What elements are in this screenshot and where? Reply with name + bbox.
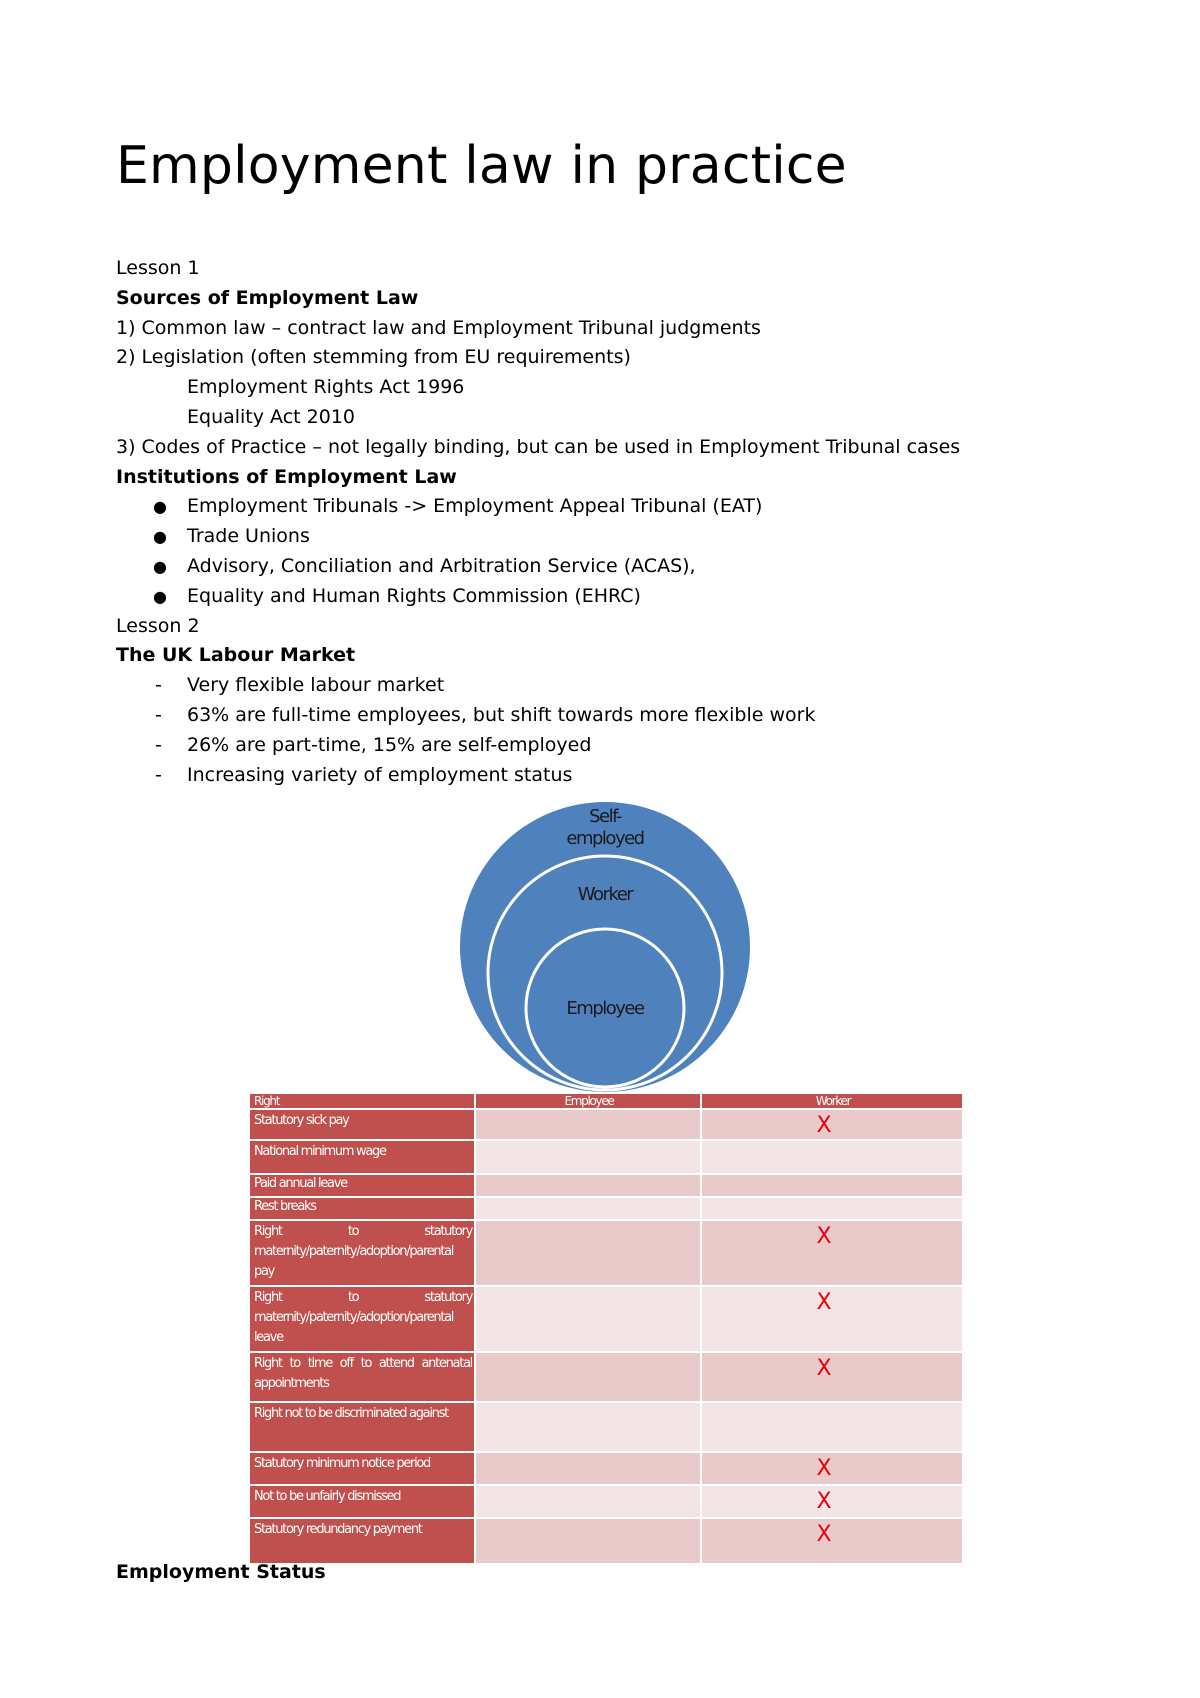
right-name-cell: National minimum wage (249, 1140, 475, 1174)
worker-cell (701, 1352, 963, 1402)
cross-mark-icon: X (816, 1113, 832, 1138)
right-name-cell: Rest breaks (249, 1197, 475, 1220)
dash-icon: - (155, 674, 162, 697)
right-name-cell: Not to be unfairly dismissed (249, 1485, 475, 1518)
table-header-row (249, 1093, 963, 1109)
table-row (249, 1518, 963, 1564)
market-list-item (116, 701, 1116, 731)
right-name-cell: Statutory minimum notice period (249, 1452, 475, 1485)
lesson-1-label: Lesson 1 (116, 257, 200, 279)
worker-cell (701, 1220, 963, 1286)
institution-text: Trade Unions (187, 525, 310, 548)
worker-label: Worker (577, 884, 633, 905)
table-row (249, 1452, 963, 1485)
worker-cell (701, 1452, 963, 1485)
employee-cell (475, 1220, 701, 1286)
right-name-cell: Statutory redundancy payment (249, 1518, 475, 1564)
source-item: 2) Legislation (often stemming from EU requirements) (116, 346, 631, 369)
institution-list-item (116, 582, 1116, 612)
right-name-cell: Right not to be discriminated against (249, 1402, 475, 1452)
cross-mark-icon: X (816, 1489, 832, 1514)
table-row (249, 1485, 963, 1518)
source-item: 1) Common law – contract law and Employment Tribunal judgments (116, 316, 761, 339)
rights-comparison-table (248, 1092, 964, 1565)
cross-mark-icon: X (816, 1522, 832, 1547)
institution-text: Equality and Human Rights Commission (EHRC) (187, 584, 641, 607)
employee-cell (475, 1485, 701, 1518)
right-name-cell: Right to statutory maternity/paternity/adoption/parental pay (249, 1220, 475, 1286)
right-name-cell: Right to statutory maternity/paternity/adoption/parental leave (249, 1286, 475, 1352)
worker-cell (701, 1485, 963, 1518)
institution-list-item (116, 522, 1116, 552)
right-name-cell: Right to time off to attend antenatal appointments (249, 1352, 475, 1402)
market-list-item (116, 761, 1116, 791)
institutions-heading: Institutions of Employment Law (116, 465, 457, 488)
table-row (249, 1220, 963, 1286)
table-row (249, 1197, 963, 1220)
employee-cell (475, 1452, 701, 1485)
bullet-icon: ● (153, 556, 167, 576)
legislation-item: Equality Act 2010 (187, 405, 355, 428)
market-text: 26% are part-time, 15% are self-employed (187, 733, 592, 756)
employment-status-heading: Employment Status (116, 1561, 326, 1583)
dash-icon: - (155, 703, 162, 726)
worker-cell (701, 1286, 963, 1352)
market-list-item (116, 671, 1116, 701)
nested-circles-svg (458, 800, 752, 1094)
legislation-item: Employment Rights Act 1996 (187, 376, 465, 399)
employee-cell (475, 1197, 701, 1220)
header-worker: Worker (701, 1093, 963, 1109)
self-employed-label-line1: Self- (589, 806, 621, 827)
right-name-cell: Paid annual leave (249, 1174, 475, 1197)
employee-cell (475, 1518, 701, 1564)
bullet-icon: ● (153, 527, 167, 547)
worker-cell (701, 1197, 963, 1220)
bullet-icon: ● (153, 586, 167, 606)
institution-text: Advisory, Conciliation and Arbitration Service (ACAS), (187, 554, 696, 577)
dash-icon: - (155, 763, 162, 786)
institution-list-item (116, 552, 1116, 582)
market-text: Increasing variety of employment status (187, 763, 573, 786)
employee-cell (475, 1174, 701, 1197)
table-row (249, 1402, 963, 1452)
document-body (116, 254, 1116, 790)
right-name-cell: Statutory sick pay (249, 1109, 475, 1140)
employee-cell (475, 1402, 701, 1452)
market-text: 63% are full-time employees, but shift towards more flexible work (187, 703, 816, 726)
cross-mark-icon: X (816, 1456, 832, 1481)
header-right: Right (249, 1093, 475, 1109)
lesson-2-label: Lesson 2 (116, 614, 200, 637)
table-row (249, 1352, 963, 1402)
employee-cell (475, 1109, 701, 1140)
document-title: Employment law in practice (116, 136, 847, 196)
market-text: Very flexible labour market (187, 674, 445, 697)
market-list-item (116, 731, 1116, 761)
institution-list-item (116, 492, 1116, 522)
employee-cell (475, 1140, 701, 1174)
employee-cell (475, 1352, 701, 1402)
worker-cell (701, 1518, 963, 1564)
labour-market-heading: The UK Labour Market (116, 644, 356, 667)
bullet-icon: ● (153, 497, 167, 517)
table-row (249, 1109, 963, 1140)
employee-label: Employee (566, 998, 644, 1019)
institution-text: Employment Tribunals -> Employment Appeal Tribunal (EAT) (187, 495, 763, 518)
worker-cell (701, 1174, 963, 1197)
sources-heading: Sources of Employment Law (116, 286, 419, 309)
table-row (249, 1140, 963, 1174)
worker-cell (701, 1140, 963, 1174)
cross-mark-icon: X (816, 1356, 832, 1381)
source-item: 3) Codes of Practice – not legally binding, but can be used in Employment Tribunal cases (116, 435, 961, 458)
table-row (249, 1174, 963, 1197)
table-row (249, 1286, 963, 1352)
cross-mark-icon: X (816, 1224, 832, 1249)
self-employed-label-line2: employed (566, 828, 644, 849)
worker-cell (701, 1402, 963, 1452)
cross-mark-icon: X (816, 1290, 832, 1315)
header-employee: Employee (475, 1093, 701, 1109)
dash-icon: - (155, 733, 162, 756)
worker-cell (701, 1109, 963, 1140)
employee-cell (475, 1286, 701, 1352)
employment-status-diagram (458, 800, 752, 1094)
